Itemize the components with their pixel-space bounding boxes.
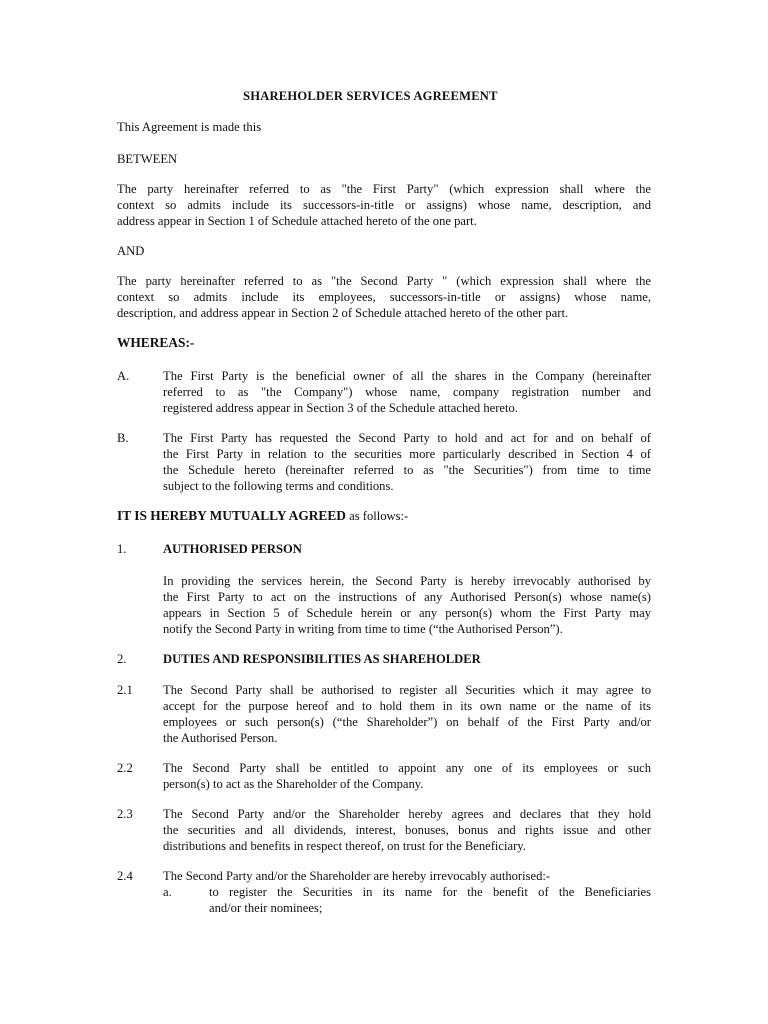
clause-item-line: and/or their nominees; [209,901,323,915]
clause-line: employees or such person(s) (“the Shareholder”) on behalf of the First Party and/or [163,715,651,729]
and-label: AND [117,244,145,258]
clause-number: 2.4 [117,869,133,883]
clause-number: 2.2 [117,761,133,775]
agreed-bold-text: IT IS HEREBY MUTUALLY AGREED [117,508,346,523]
second-party-line: description, and address appear in Section 2 of Schedule attached hereto of the other part. [117,306,569,320]
agreed-line [117,508,408,524]
first-party-line: address appear in Section 1 of Schedule attached hereto of the one part. [117,214,477,228]
clause-line: person(s) to act as the Shareholder of the Company. [163,777,424,791]
clause-line: the securities and all dividends, interest, bonuses, bonus and rights issue and other [163,823,651,837]
section-heading: AUTHORISED PERSON [163,542,302,556]
recital-line: registered address appear in Section 3 of the Schedule attached hereto. [163,401,518,415]
clause-number: 2.1 [117,683,133,697]
recital-line: The First Party is the beneficial owner of all the shares in the Company (hereinafter [163,369,651,383]
clause-line: distributions and benefits in respect thereof, on trust for the Beneficiary. [163,839,526,853]
clause-item-line: to register the Securities in its name for the benefit of the Beneficiaries [209,885,651,899]
section-number: 2. [117,652,127,666]
made-this-line: This Agreement is made this [117,120,262,134]
recital-line: referred to as "the Company") whose name, company registration number and [163,385,651,399]
clause-line: The Second Party and/or the Shareholder hereby agrees and declares that they hold [163,807,651,821]
second-party-line: The party hereinafter referred to as "the Second Party " (which expression shall where the [117,274,651,288]
first-party-line: context so admits include its successors-in-title or assigns) whose name, description, and [117,198,651,212]
recital-line: the Schedule hereto (hereinafter referred to as "the Securities") from time to time [163,463,651,477]
clause-line: the Authorised Person. [163,731,278,745]
clause-line: The Second Party shall be authorised to register all Securities which it may agree to [163,683,651,697]
clause-number: 2.3 [117,807,133,821]
agreed-rest-text: as follows:- [349,509,409,523]
section-line: the First Party to act on the instructions of any Authorised Person(s) whose name(s) [163,590,651,604]
between-label: BETWEEN [117,152,178,166]
recital-line: subject to the following terms and conditions. [163,479,394,493]
recital-label: B. [117,431,129,445]
section-heading: DUTIES AND RESPONSIBILITIES AS SHAREHOLDER [163,652,481,666]
clause-item-label: a. [163,885,172,899]
clause-line: accept for the purpose hereof and to hold them in its own name or the name of its [163,699,651,713]
document-title: SHAREHOLDER SERVICES AGREEMENT [243,89,498,103]
section-line: In providing the services herein, the Second Party is hereby irrevocably authorised by [163,574,651,588]
recital-line: The First Party has requested the Second Party to hold and act for and on behalf of [163,431,651,445]
recital-line: the First Party in relation to the securities more particularly described in Section 4 of [163,447,651,461]
section-line: appears in Section 5 of Schedule herein or any person(s) whom the First Party may [163,606,651,620]
section-number: 1. [117,542,127,556]
first-party-line: The party hereinafter referred to as "the First Party" (which expression shall where the [117,182,651,196]
clause-intro: The Second Party and/or the Shareholder are hereby irrevocably authorised:- [163,869,551,883]
whereas-heading: WHEREAS:- [117,335,195,350]
section-line: notify the Second Party in writing from time to time (“the Authorised Person”). [163,622,563,636]
clause-line: The Second Party shall be entitled to appoint any one of its employees or such [163,761,651,775]
recital-label: A. [117,369,130,383]
second-party-line: context so admits include its employees, successors-in-title or assigns) whose name, [117,290,651,304]
